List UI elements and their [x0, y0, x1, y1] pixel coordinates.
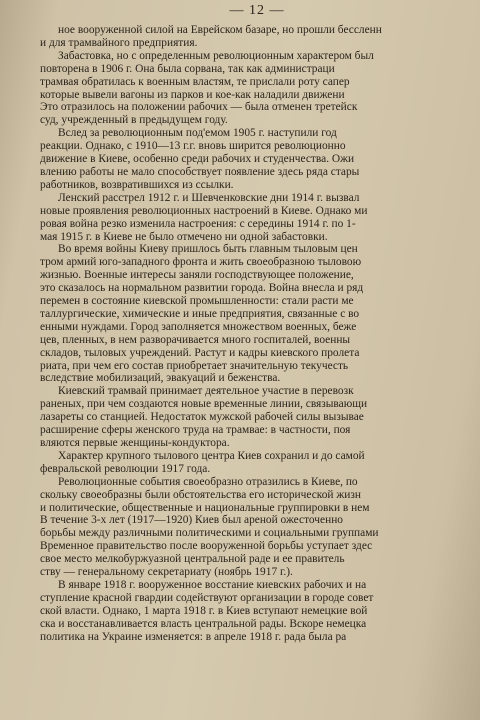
text-line: реакции. Однако, с 1910—13 г.г. вновь ширится революционно	[40, 140, 346, 153]
text-line: трамвая обратилась к военным властям, те прислали роту сапер	[40, 75, 350, 88]
text-line: складов, тыловых учреждений. Растут и кадры киевского пролета	[40, 346, 360, 359]
text-line: суд, учрежденный в предыдущем году.	[40, 114, 228, 127]
text-line: и политические, общественные и национальные группировки в нем	[40, 501, 370, 514]
text-line: скольку своеобразны были обстоятельства его исторической жизн	[40, 488, 361, 501]
paragraph	[40, 50, 474, 127]
text-line: Киевский трамвай принимает деятельное участие в перевозк	[58, 385, 354, 398]
page-number: — 12 —	[229, 3, 285, 18]
text-line: февральской революции 1917 года.	[40, 462, 211, 475]
paragraph	[40, 476, 474, 579]
text-line: раненых, при чем создаются новые временные линии, связывающи	[40, 398, 368, 411]
text-line: Ленский расстрел 1912 г. и Шевченковские дни 1914 г. вызвал	[58, 191, 360, 204]
text-line: В январе 1918 г. вооруженное восстание киевских рабочих и на	[58, 578, 367, 591]
paragraph	[40, 192, 474, 244]
paragraph	[40, 579, 474, 644]
text-line: ской власти. Однако, 1 марта 1918 г. в Киев вступают немецкие вой	[40, 604, 368, 617]
text-line: тром армий юго-западного фронта и жить своеобразною тыловою	[40, 256, 362, 269]
text-line: Забастовка, но с определенным революционным характером был	[58, 49, 374, 62]
body-text	[40, 24, 474, 644]
text-line: риата, при чем его состав приобретает значительную текучесть	[40, 359, 349, 372]
paragraph	[40, 127, 474, 192]
paragraph	[40, 243, 474, 385]
text-line: Временное правительство после вооруженной борьбы уступает здес	[40, 540, 373, 553]
paragraph	[40, 450, 474, 476]
text-line: ступление красной гвардии содействуют организации в городе совет	[40, 591, 374, 604]
text-line: влению работы не мало способствует появление здесь ряда стары	[40, 165, 360, 178]
text-line: енными нуждами. Город заполняется множеством военных, беже	[40, 320, 357, 333]
text-line: Это отразилось на положении рабочих — была отменен третейск	[40, 101, 358, 114]
text-line: жизнью. Военные интересы заняли господствующее положение,	[40, 269, 354, 282]
text-line: борьбы между различными политическими и социальными группами	[40, 527, 379, 540]
text-line: Революционные события своеобразно отразились в Киеве, по	[58, 475, 358, 488]
text-line: ровая война резко изменила настроения: с середины 1914 г. по 1-	[40, 217, 356, 230]
text-line: и для трамвайного предприятия.	[40, 36, 198, 49]
text-line: политика на Украине изменяется: в апреле 1918 г. рада была ра	[40, 630, 347, 643]
text-line: повторена в 1906 г. Она была сорвана, так как администраци	[40, 62, 335, 75]
text-line: В течение 3-х лет (1917—1920) Киев был ареной ожесточенно	[40, 514, 343, 527]
paragraph	[40, 24, 474, 50]
text-line: ное вооруженной силой на Еврейском базаре, но прошли бессленн	[58, 24, 382, 36]
text-line: работников, возвратившихся из ссылки.	[40, 178, 234, 191]
text-line: вляются первые женщины-кондуктора.	[40, 437, 230, 449]
text-line: вследствие мобилизаций, эвакуаций и беженства.	[40, 372, 281, 385]
text-line: мая 1915 г. в Киеве не было отмечено ни одной забастовки.	[40, 230, 328, 243]
text-line: новые проявления революционных настроений в Киеве. Однако ми	[40, 204, 368, 217]
text-line: таллургические, химические и иные предприятия, связанные с во	[40, 307, 360, 320]
text-line: лазареты со станцией. Недостаток мужской рабочей силы вызывае	[40, 411, 364, 424]
text-line: ска и восстанавливается власть центральной рады. Вскоре немецка	[40, 617, 367, 630]
text-line: движение в Киеве, особенно среди рабочих и студенчества. Ожи	[40, 153, 355, 166]
text-line: перемен в состояние киевской промышленности: стали расти ме	[40, 295, 354, 308]
text-line: свое место мелкобуржуазной центральной раде и ее правитель	[40, 553, 345, 566]
text-line: расширение сферы женского труда на трамвае: в частности, поя	[40, 424, 351, 437]
text-line: Во время войны Киеву пришлось быть главным тыловым цен	[58, 243, 358, 256]
text-line: Вслед за революционным под'емом 1905 г. наступили год	[58, 127, 337, 140]
text-line: это сказалось на нормальном развитии города. Война внесла и ряд	[40, 282, 364, 295]
text-line: цев, пленных, в нем разворачивается много госпиталей, военны	[40, 333, 351, 346]
text-line: Характер крупного тылового центра Киев сохранил и до самой	[58, 449, 365, 462]
paragraph	[40, 385, 474, 450]
text-line: которые вывели вагоны из парков и кое-как наладили движени	[40, 88, 345, 101]
text-line: ству — генеральному секретариату (ноябрь 1917 г.).	[40, 566, 293, 579]
